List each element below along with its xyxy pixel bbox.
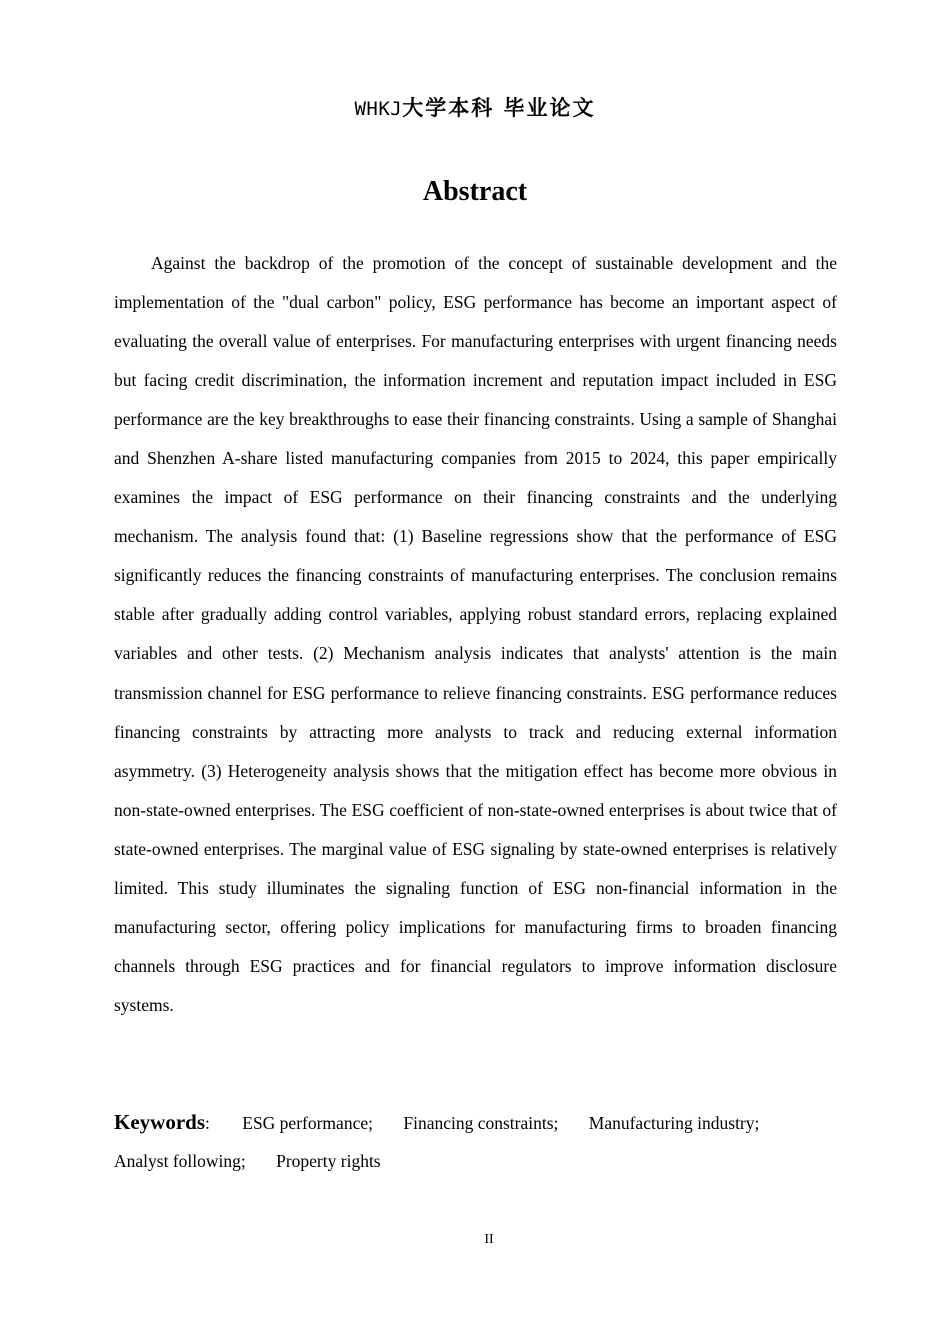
keywords-label: Keywords bbox=[114, 1110, 205, 1134]
running-header bbox=[0, 94, 950, 123]
keyword-item: Analyst following; bbox=[114, 1151, 246, 1171]
keywords-section bbox=[114, 1103, 837, 1180]
header-thesis-label: 大学本科 毕业论文 bbox=[402, 96, 596, 120]
keyword-item: ESG performance; bbox=[242, 1113, 373, 1133]
keywords-separator: : bbox=[205, 1113, 210, 1133]
keyword-item: Manufacturing industry; bbox=[588, 1113, 760, 1133]
keyword-item: Financing constraints; bbox=[403, 1113, 559, 1133]
keyword-item: Property rights bbox=[276, 1151, 381, 1171]
abstract-paragraph: Against the backdrop of the promotion of the concept of sustainable development and the implementation of the "dual carbon" policy, ESG performance has become an important aspect of evaluating the overall value of enterprises. For manufacturing enterprises with urgent financing needs but facing credit discrimination, the information increment and reputation impact included in ESG performance are the key breakthroughs to ease their financing constraints. Using a sample of Shanghai and Shenzhen A-share listed manufacturing companies from 2015 to 2024, this paper empirically examines the impact of ESG performance on their financing constraints and the underlying mechanism. The analysis found that: (1) Baseline regressions show that the performance of ESG significantly reduces the financing constraints of manufacturing enterprises. The conclusion remains stable after gradually adding control variables, applying robust standard errors, replacing explained variables and other tests. (2) Mechanism analysis indicates that analysts' attention is the main transmission channel for ESG performance to relieve financing constraints. ESG performance reduces financing constraints by attracting more analysts to track and reducing external information asymmetry. (3) Heterogeneity analysis shows that the mitigation effect has become more obvious in non-state-owned enterprises. The ESG coefficient of non-state-owned enterprises is about twice that of state-owned enterprises. The marginal value of ESG signaling by state-owned enterprises is relatively limited. This study illuminates the signaling function of ESG non-financial information in the manufacturing sector, offering policy implications for manufacturing firms to broaden financing channels through ESG practices and for financial regulators to improve information disclosure systems. bbox=[114, 253, 837, 1015]
page-title: Abstract bbox=[422, 176, 528, 207]
page-number: II bbox=[484, 1232, 494, 1247]
header-institution-code: WHKJ bbox=[354, 98, 403, 120]
